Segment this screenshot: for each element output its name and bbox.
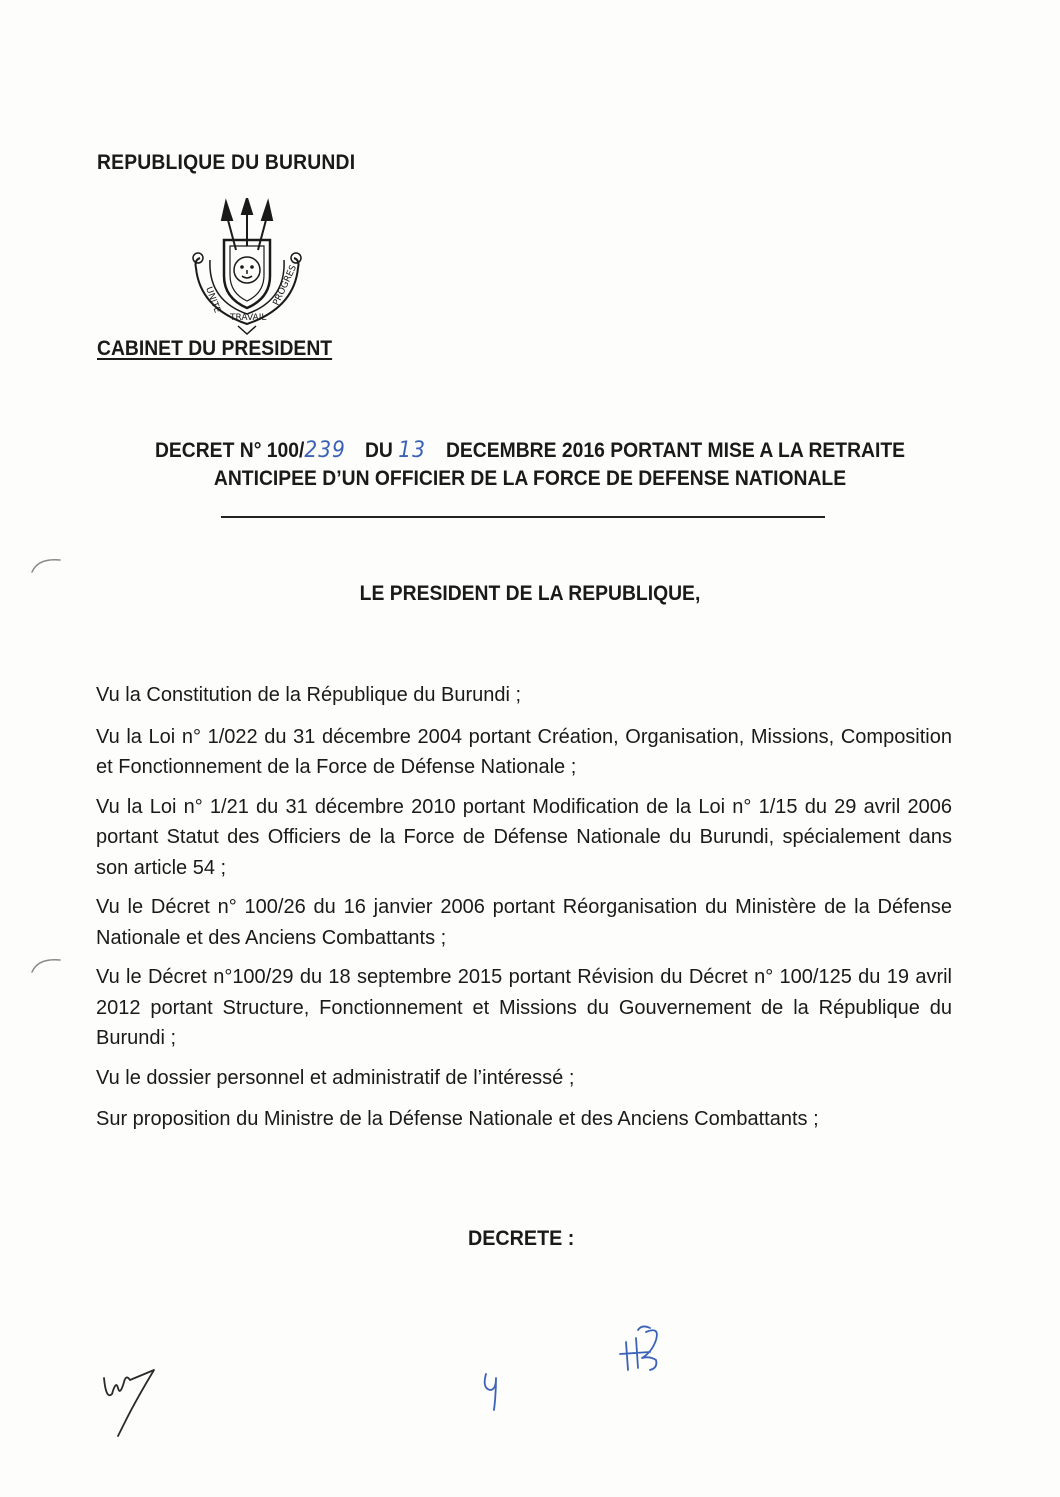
consideration-item: Vu le Décret n°100/29 du 18 septembre 2015 portant Révision du Décret n° 100/125 du 19 avril 2012 portant Structure, Fonctionnement et Missions du Gouvernement de la République du Burundi ; <box>96 966 952 1049</box>
handwritten-decree-day: 13 <box>398 438 426 463</box>
consideration-item: Sur proposition du Ministre de la Défense Nationale et des Anciens Combattants ; <box>96 1108 819 1130</box>
decree-du: DU <box>364 439 393 462</box>
considerations-list <box>96 680 952 1146</box>
consideration-item: Vu la Constitution de la République du Burundi ; <box>96 684 522 706</box>
punch-hole-mark-icon <box>28 952 68 978</box>
decree-title-line-1 <box>98 438 963 463</box>
consideration-item: Vu le Décret n° 100/26 du 16 janvier 2006 portant Réorganisation du Ministère de la Défense Nationale et des Anciens Combattants ; <box>96 896 952 949</box>
handwritten-initials-mark <box>96 1360 166 1440</box>
punch-hole-mark-icon <box>28 552 68 578</box>
consideration-item: Vu la Loi n° 1/21 du 31 décembre 2010 portant Modification de la Loi n° 1/15 du 29 avril 2006 portant Statut des Officiers de la Force de Défense Nationale du Burundi, spécialement dans son article 54 ; <box>96 795 952 879</box>
cabinet-heading: CABINET DU PRESIDENT <box>97 337 333 360</box>
title-divider <box>221 516 825 518</box>
handwritten-initials-mark <box>616 1322 672 1382</box>
country-heading: REPUBLIQUE DU BURUNDI <box>97 151 356 174</box>
handwritten-initials-mark <box>478 1368 508 1416</box>
handwritten-decree-number: 239 <box>304 438 346 463</box>
decree-number-prefix: DECRET N° 100/ <box>154 439 305 462</box>
consideration-item: Vu le dossier personnel et administratif de l’intéressé ; <box>96 1066 575 1089</box>
svg-text:UNITE: UNITE <box>203 285 222 315</box>
president-heading: LE PRESIDENT DE LA REPUBLIQUE, <box>359 582 701 605</box>
svg-text:TRAVAIL: TRAVAIL <box>230 313 267 323</box>
consideration-item: Vu la Loi n° 1/022 du 31 décembre 2004 portant Création, Organisation, Missions, Composition et Fonctionnement de la Force de Défense Nationale ; <box>96 725 952 778</box>
decrete-heading: DECRETE : <box>468 1227 575 1250</box>
decree-title-line-2: ANTICIPEE D’UN OFFICIER DE LA FORCE DE DEFENSE NATIONALE <box>213 467 847 490</box>
burundi-coat-of-arms-icon <box>186 198 308 336</box>
decree-title-rest: DECEMBRE 2016 PORTANT MISE A LA RETRAITE <box>445 439 906 462</box>
svg-text:PROGRES: PROGRES <box>271 263 300 308</box>
